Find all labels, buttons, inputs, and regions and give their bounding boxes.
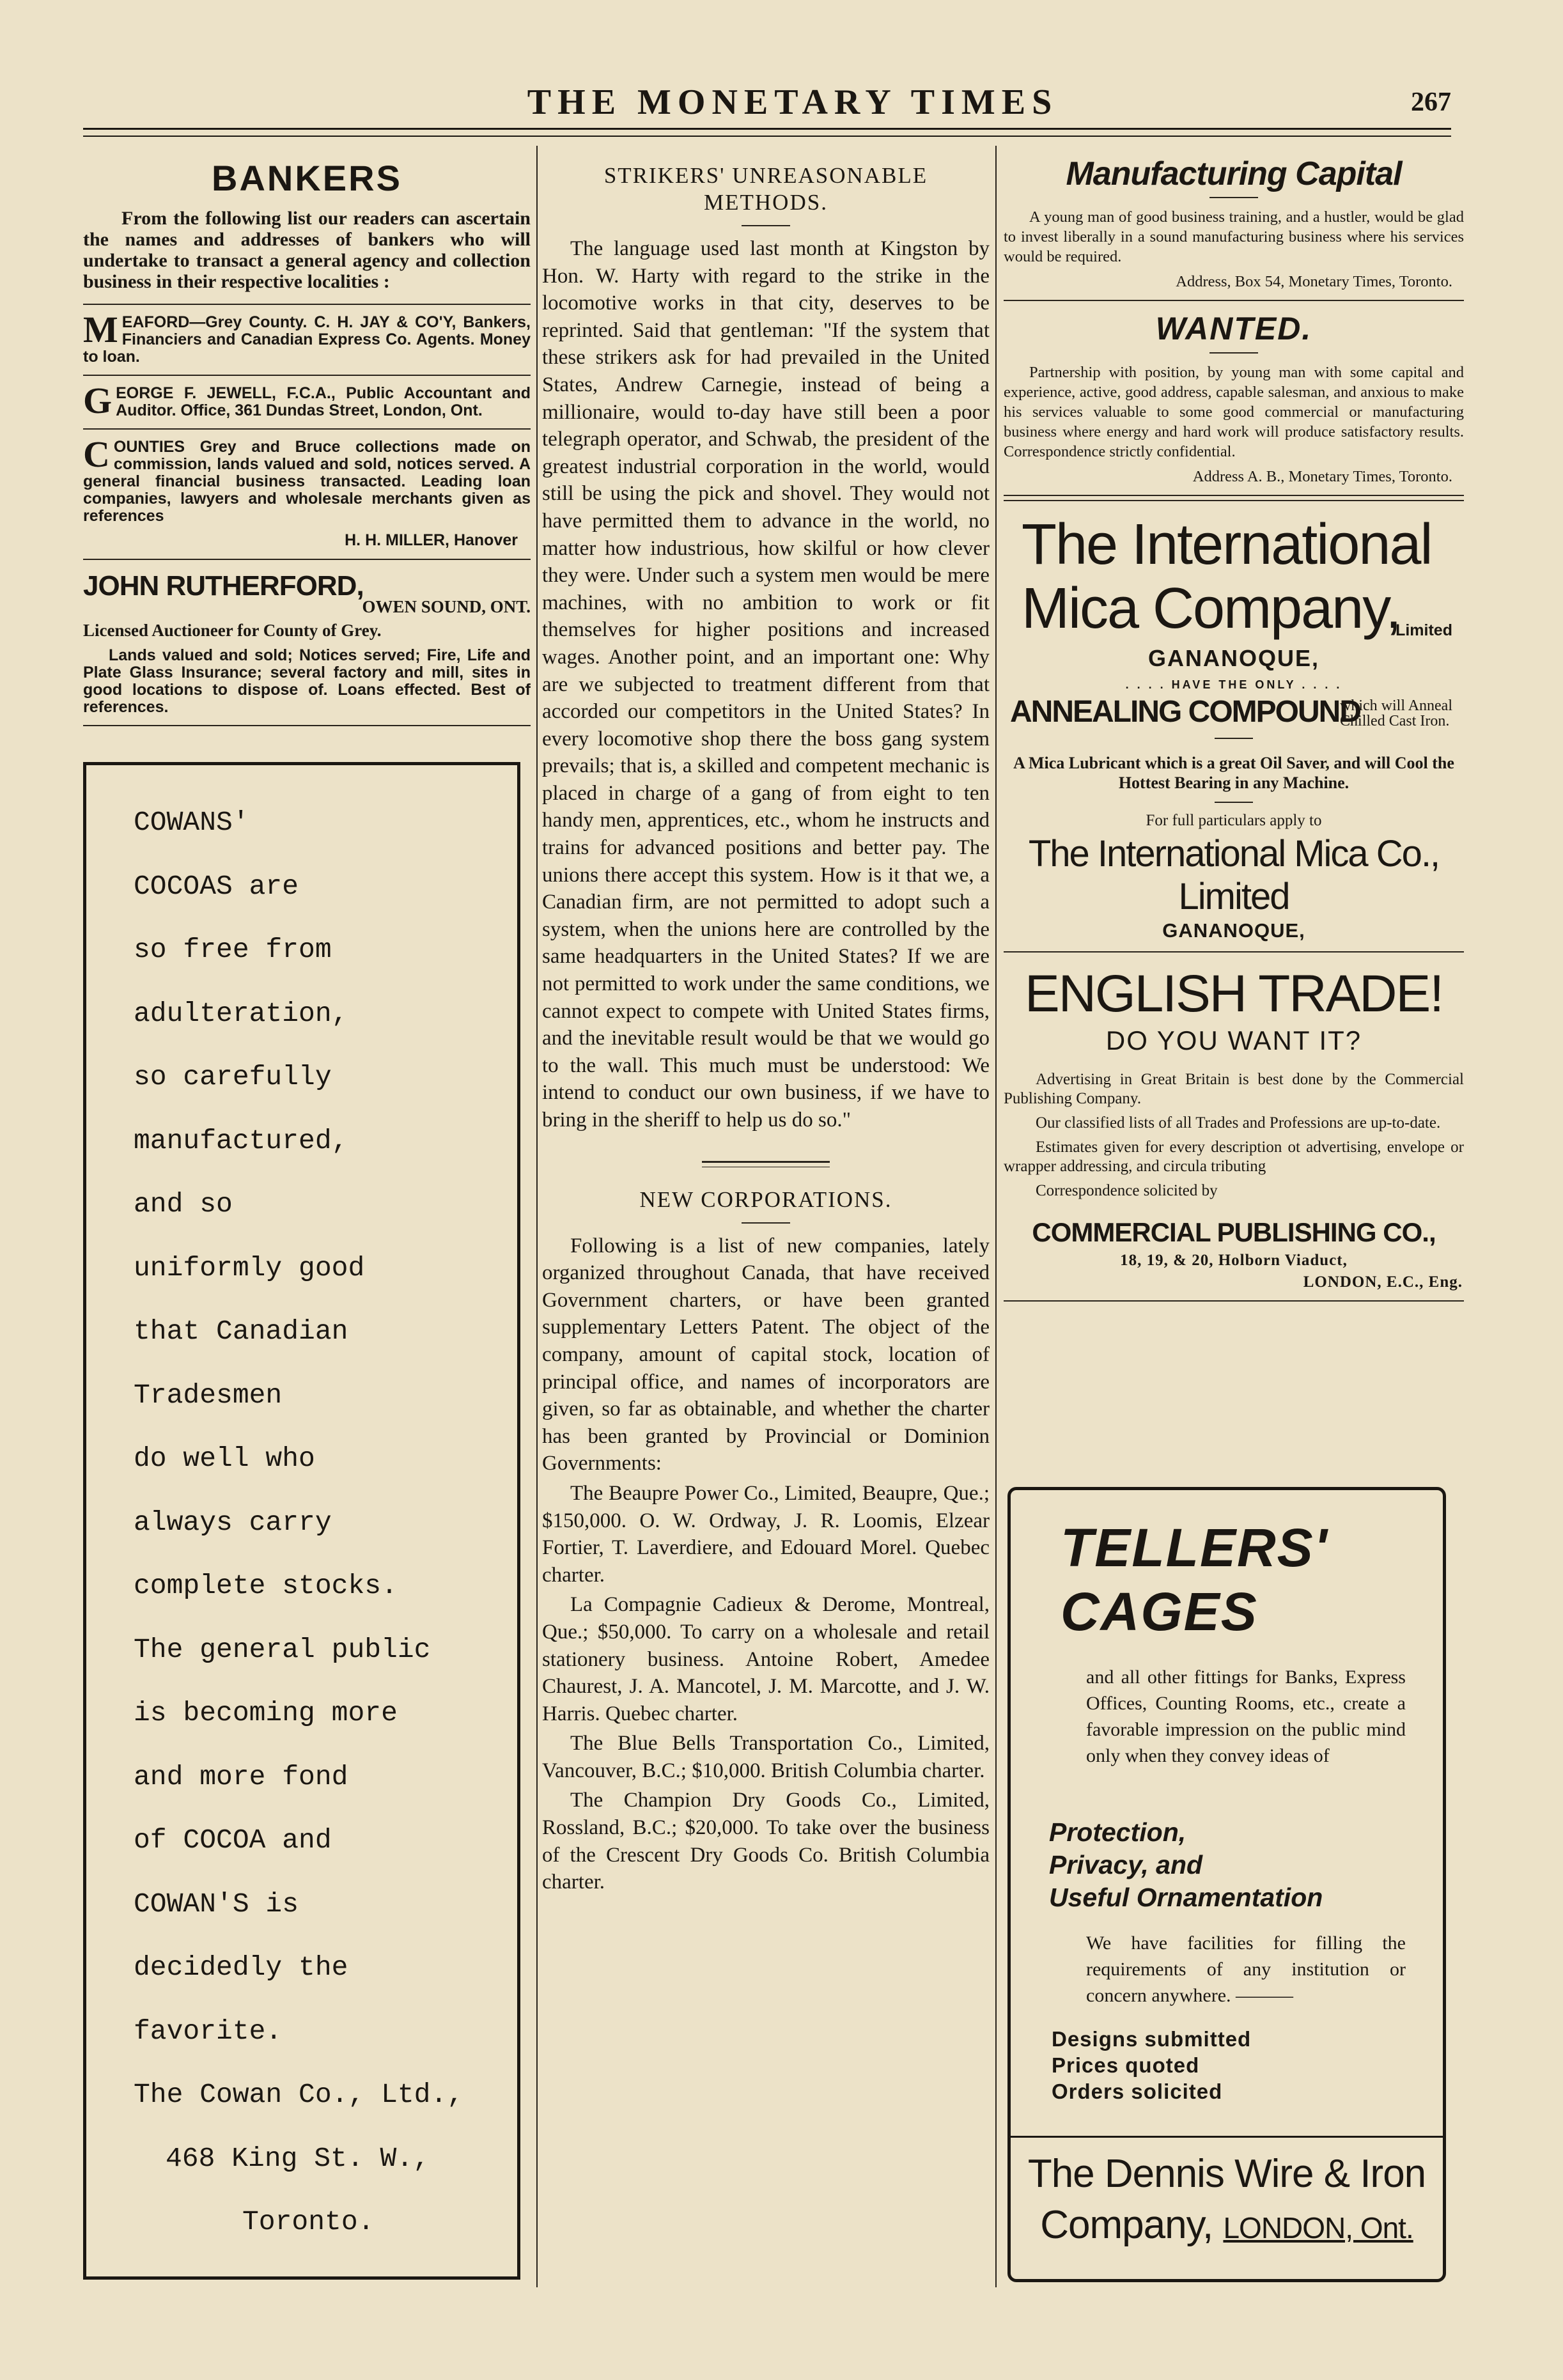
- commercial-city: LONDON, E.C., Eng.: [1303, 1273, 1463, 1291]
- cowans-line: The Cowan Co., Ltd.,: [134, 2079, 464, 2110]
- dennis-line-1: The Dennis Wire & Iron: [1027, 2152, 1426, 2196]
- cowans-line: favorite.: [134, 2015, 283, 2047]
- tellers-title-line: CAGES: [1061, 1582, 1258, 1642]
- divider: [1004, 1300, 1464, 1302]
- tellers-order-line: Designs submitted: [1052, 2027, 1252, 2051]
- divider: [742, 225, 790, 226]
- masthead-rule: [83, 128, 1451, 130]
- dennis-line-2: [1011, 2200, 1443, 2253]
- divider: [1215, 738, 1253, 739]
- mica-title-line1: The International: [1022, 513, 1432, 577]
- cowans-line: 468 King St. W.,: [166, 2142, 430, 2174]
- corporations-intro: Following is a list of new companies, lately organized throughout Canada, that have received Government charters, or have been granted supplementary Letters Patent. The object of the company, amount of capital stock, location of principal office, and names of incorporators are given, so far as obtainable, and whether the charter has been granted by Provincial or Dominion Governments:: [542, 1234, 990, 1475]
- banker-entry-text: OUNTIES Grey and Bruce collections made on commission, lands valued and sold, notices served. A general financial business transacted. Leading loan companies, lawyers and wholesale merchants given as references: [83, 438, 531, 525]
- divider: [83, 428, 531, 430]
- cowans-text: [134, 791, 504, 2254]
- mica-full-particulars: For full particulars apply to: [1146, 812, 1322, 829]
- divider: [1004, 300, 1464, 301]
- commercial-publishing: COMMERCIAL PUBLISHING CO.,: [1032, 1217, 1436, 1247]
- banker-entry-text: EORGE F. JEWELL, F.C.A., Public Accountant and Auditor. Office, 361 Dundas Street, London, Ont.: [116, 384, 531, 419]
- drop-cap: G: [83, 380, 113, 421]
- cowans-advertisement: [83, 762, 520, 2280]
- cowans-line: is becoming more: [134, 1697, 398, 1729]
- divider: [1004, 500, 1464, 501]
- cowans-line: Toronto.: [242, 2206, 375, 2237]
- banker-entry-counties: [83, 433, 531, 525]
- dennis-place: [1223, 2211, 1413, 2244]
- divider: [1209, 352, 1258, 354]
- divider: [83, 559, 531, 560]
- english-trade-subheading: DO YOU WANT IT?: [1105, 1025, 1362, 1055]
- tellers-order-line: Prices quoted: [1052, 2053, 1200, 2077]
- manufacturing-address: Address, Box 54, Monetary Times, Toronto.: [1176, 273, 1452, 290]
- cowans-line: Tradesmen: [134, 1379, 283, 1411]
- cowans-line: COCOAS are: [134, 870, 299, 902]
- corporation-entry: The Beaupre Power Co., Limited, Beaupre, Que.; $150,000. O. W. Ordway, J. R. Loomis, Elzear Fortier, T. Laverdiere, and Edouard Morel. Quebec charter.: [542, 1481, 990, 1587]
- cowans-line: so free from: [134, 934, 332, 965]
- dennis-place-text: LONDON, Ont.: [1223, 2211, 1413, 2244]
- bankers-heading: BANKERS: [212, 158, 402, 198]
- column-bankers: [83, 146, 531, 735]
- english-trade-paragraph: Advertising in Great Britain is best done by the Commercial Publishing Company.: [1004, 1071, 1464, 1107]
- tellers-italic-line: Protection,: [1049, 1817, 1186, 1847]
- mica-lubricant: A Mica Lubricant which is a great Oil Saver, and will Cool the Hottest Bearing in any Machine.: [1013, 754, 1454, 792]
- bankers-intro: From the following list our readers can ascertain the names and addresses of bankers who will undertake to transact a general agency and collection business in their respective localities :: [83, 208, 531, 292]
- divider: [83, 725, 531, 726]
- cowans-line: do well who: [134, 1443, 315, 1474]
- masthead-rule-thin: [83, 136, 1451, 137]
- drop-cap: M: [83, 309, 118, 350]
- annealing-compound: ANNEALING COMPOUND: [1010, 695, 1360, 729]
- tellers-italic-line: Useful Ornamentation: [1049, 1883, 1323, 1912]
- tellers-italic-line: Privacy, and: [1049, 1850, 1203, 1879]
- mica-limited: Limited: [1396, 621, 1452, 639]
- banker-entry-text: EAFORD—Grey County. C. H. JAY & CO'Y, Bankers, Financiers and Canadian Express Co. Agents. Money to loan.: [83, 313, 531, 366]
- wanted-body: Partnership with position, by young man with some capital and experience, active, good address, capable salesman, and anxious to make his services valuable to some good commercial or manufacturing business where energy and hard work will produce satisfactory results. Correspondence strictly confidential.: [1004, 364, 1464, 460]
- mica-place-2: GANANOQUE,: [1162, 919, 1305, 942]
- divider: [1215, 802, 1253, 803]
- dennis-company: [1011, 2149, 1443, 2253]
- wanted-address: Address A. B., Monetary Times, Toronto.: [1192, 468, 1452, 485]
- annealing-row: [1004, 694, 1464, 735]
- cowans-line: that Canadian: [134, 1316, 348, 1347]
- cowans-line: always carry: [134, 1506, 332, 1538]
- strikers-paragraph: The language used last month at Kingston by Hon. W. Harty with regard to the strike in the locomotive works in that city, deserves to be reprinted. Said that gentleman: "If the system that these strikers ask for had prevailed in the United States, Andrew Carnegie, instead of being a millionaire, would to-day have still been a poor telegraph operator, and Schwab, the president of the greatest industrial corporation in the world, would still be using the pick and shovel. They would not have permitted them to advance in the world, no matter how industrious, how skilful or how clever they were. Under such a system men would be mere machines, with no ambition to work or fit themselves for higher positions and increased wages. Another point, and an important one: Why are we subjected to treatment different from that accorded our competitors in the United States? In every locomotive shop there the boss gang system prevails; that is, a skilled and competent mechanic is placed in charge of a gang of from eight to ten handy men, apprentices, etc., whom he instructs and trains for advanced positions and better pay. The unions there accept this system. How is it that we, a Canadian firm, are not permitted to adopt such a system, when the unions here are controlled by the same headquarters in the United States? If we are not permitted to work under the same conditions, we cannot expect to compete with United States firms, and the inevitable result would be that we would go to the wall. This much must be understood: We intend to conduct our own business, if we have to bring in the sheriff to help us do so.": [542, 237, 990, 1132]
- tellers-cages-advertisement: [1007, 1487, 1446, 2282]
- mica-title-line2: Mica Company,: [1022, 577, 1401, 641]
- tellers-body-2: We have facilities for filling the requirements of any institution or concern anywhere. ———: [1086, 1933, 1406, 2006]
- banker-entry-meaford: [83, 309, 531, 366]
- divider: [1011, 2136, 1443, 2138]
- annealing-side-line: Chilled Cast Iron.: [1340, 713, 1450, 729]
- cowans-line: manufactured,: [134, 1124, 348, 1156]
- section-divider: [702, 1161, 830, 1167]
- page-number: 267: [1411, 88, 1451, 117]
- mica-have-only: . . . . HAVE THE ONLY . . . .: [1125, 678, 1342, 691]
- cowans-line: decidedly the: [134, 1952, 348, 1983]
- tellers-order-line: Orders solicited: [1052, 2080, 1223, 2103]
- cowans-line: complete stocks.: [134, 1570, 398, 1601]
- column-divider: [536, 146, 538, 2287]
- publication-title: THE MONETARY TIMES: [527, 82, 1059, 122]
- rutherford-title: Licensed Auctioneer for County of Grey.: [83, 621, 382, 640]
- divider: [83, 304, 531, 305]
- manufacturing-heading: Manufacturing Capital: [1066, 155, 1402, 192]
- english-trade-paragraph: Estimates given for every description ot advertising, envelope or wrapper addressing, and circula tributing: [1004, 1139, 1464, 1175]
- cowans-line: uniformly good: [134, 1252, 365, 1284]
- cowans-line: adulteration,: [134, 997, 348, 1029]
- tellers-title: [1061, 1516, 1328, 1644]
- divider: [742, 1222, 790, 1224]
- tellers-body: and all other fittings for Banks, Express Offices, Counting Rooms, etc., create a favorable impression on the public mind only when they convey ideas of: [1086, 1667, 1406, 1766]
- annealing-side-text: [1340, 698, 1452, 729]
- mica-company: The International Mica Co., Limited: [1028, 833, 1440, 917]
- banker-signature: H. H. MILLER, Hanover: [345, 531, 518, 549]
- tellers-title-line: TELLERS': [1061, 1518, 1328, 1578]
- column-articles: [542, 146, 990, 1896]
- cowans-line: COWANS': [134, 807, 249, 838]
- corporation-entry: La Compagnie Cadieux & Derome, Montreal, Que.; $50,000. To carry on a wholesale and retail stationery business. Antoine Robert, Amedee Chaurest, J. A. Mancotel, J. M. Marcotte, and J. W. Harris. Quebec charter.: [542, 1593, 990, 1725]
- masthead: [83, 82, 1451, 127]
- cowans-line: so carefully: [134, 1061, 332, 1093]
- cowans-line: and more fond: [134, 1761, 348, 1793]
- cowans-line: of COCOA and: [134, 1824, 332, 1856]
- english-trade-paragraph: Correspondence solicited by: [1036, 1182, 1218, 1199]
- tellers-orders: [1052, 2026, 1251, 2104]
- dennis-company-word: Company,: [1040, 2203, 1213, 2247]
- banker-entry-jewell: [83, 380, 531, 421]
- rutherford-place: OWEN SOUND, ONT.: [362, 597, 531, 616]
- annealing-side-line: which will Anneal: [1340, 697, 1452, 714]
- rutherford-text: Lands valued and sold; Notices served; Fire, Life and Plate Glass Insurance; several factory and mill, sites in good locations to dispose of. Loans effected. Best of references.: [83, 646, 531, 716]
- drop-cap: C: [83, 433, 110, 475]
- english-trade-paragraph: Our classified lists of all Trades and Professions are up-to-date.: [1036, 1114, 1441, 1132]
- english-trade-heading: ENGLISH TRADE!: [1025, 965, 1443, 1023]
- divider: [1004, 951, 1464, 953]
- corporation-entry: The Champion Dry Goods Co., Limited, Rossland, B.C.; $20,000. To take over the business of the Crescent Dry Goods Co. British Columbia charter.: [542, 1789, 990, 1894]
- cowans-line: COWAN'S is: [134, 1888, 299, 1920]
- wanted-heading: WANTED.: [1155, 311, 1312, 346]
- divider: [1209, 197, 1258, 198]
- column-divider: [995, 146, 997, 2287]
- cowans-line: The general public: [134, 1633, 431, 1665]
- commercial-address: 18, 19, & 20, Holborn Viaduct,: [1120, 1252, 1348, 1269]
- manufacturing-body: A young man of good business training, and a hustler, would be glad to invest liberally in a sound manufacturing business where his services would be required.: [1004, 208, 1464, 265]
- rutherford-name: JOHN RUTHERFORD,: [83, 570, 364, 602]
- divider: [83, 375, 531, 376]
- strikers-heading: STRIKERS' UNREASONABLE METHODS.: [603, 163, 928, 215]
- corporation-entry: The Blue Bells Transportation Co., Limited, Vancouver, B.C.; $10,000. British Columbia charter.: [542, 1732, 990, 1782]
- corporations-heading: NEW CORPORATIONS.: [639, 1186, 892, 1212]
- mica-place: GANANOQUE,: [1147, 645, 1319, 671]
- divider: [1004, 495, 1464, 496]
- tellers-italic: [1049, 1816, 1323, 1914]
- cowans-line: and so: [134, 1188, 233, 1220]
- column-advertisements: [1004, 146, 1464, 1311]
